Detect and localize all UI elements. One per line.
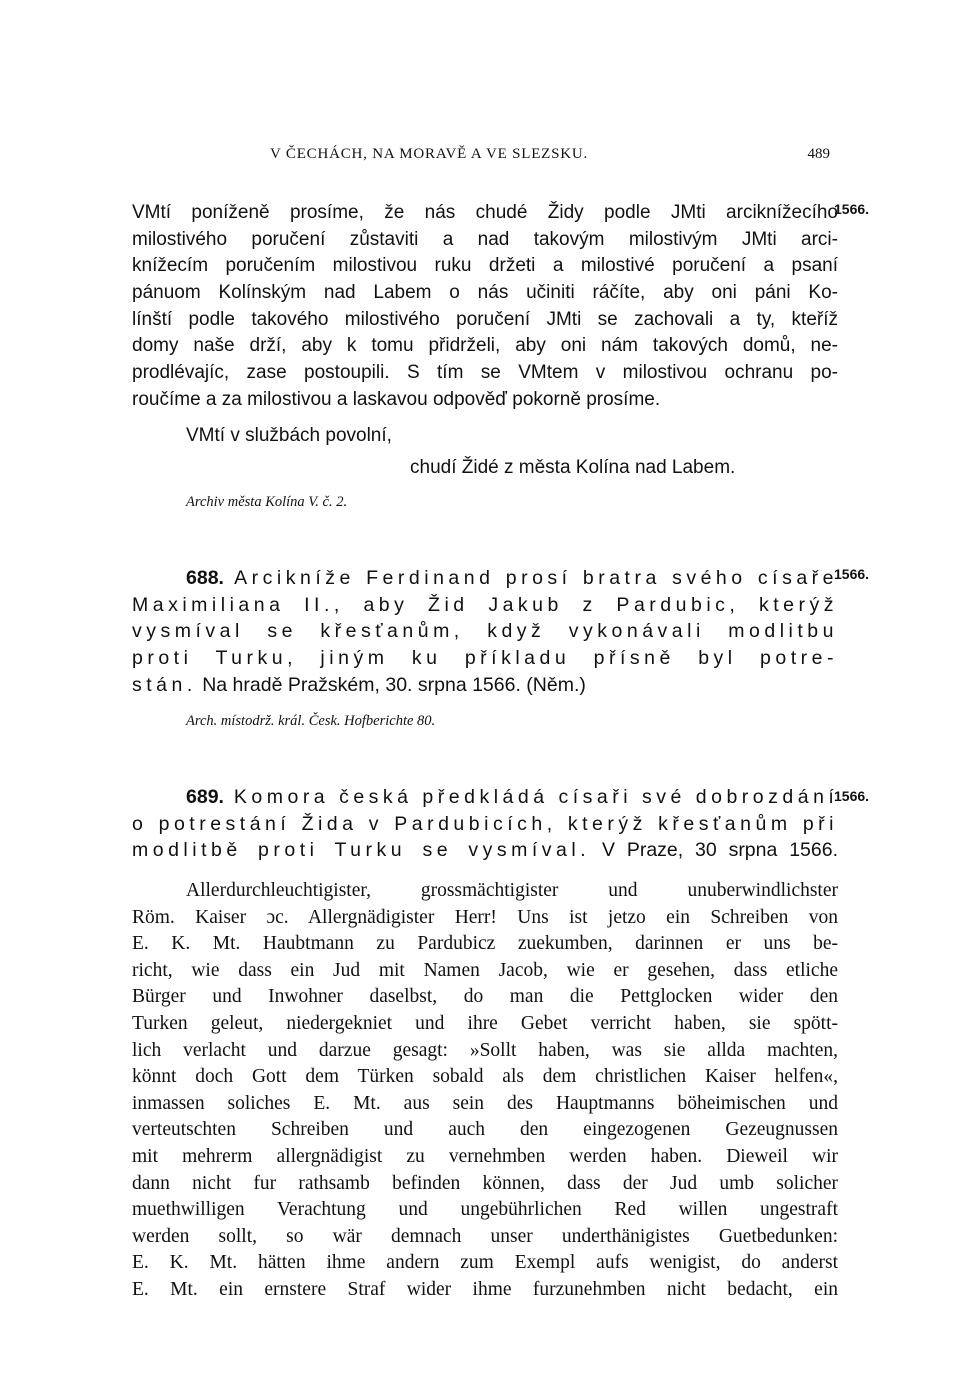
page-number: 489 <box>807 146 830 162</box>
text-line: könnt doch Gott dem Türken sobald als dem christlichen Kaiser helfen«, <box>132 1066 838 1088</box>
letter-closing: VMtí v službách povolní, <box>186 425 392 446</box>
text-line: pánuom Kolínským nad Labem o nás učiniti ráčíte, aby oni páni Ko- <box>132 282 838 304</box>
document-number: 689. <box>186 786 224 808</box>
text-line: lich verlacht und darzue gesagt: »Sollt haben, was sie allda machten, <box>132 1039 838 1061</box>
archive-citation: Arch. místodrž. král. Česk. Hofberichte 80. <box>186 713 436 729</box>
regest-text: Komora česká předkládá císaři své dobrozdání <box>233 786 838 808</box>
text-line: mit mehrerm allergnädigist zu vernehmben werden haben. Dieweil wir <box>132 1145 838 1167</box>
archive-citation: Archiv města Kolína V. č. 2. <box>186 494 348 510</box>
text-line: E. K. Mt. hätten ihme andern zum Exempl aufs wenigist, do anderst <box>132 1252 838 1274</box>
regest-line: o potrestání Žida v Pardubicích, kterýž křesťanům při <box>132 812 838 835</box>
regest-689 <box>132 784 838 864</box>
regest-line <box>132 565 838 592</box>
regest-text: Na hradě Pražském, 30. srpna 1566. (Něm.) <box>202 673 586 696</box>
page-header <box>130 146 830 170</box>
margin-date-2: 1566. <box>834 566 870 582</box>
regest-text: stán. <box>132 673 197 696</box>
german-letter-body <box>132 878 838 1304</box>
text-line: E. K. Mt. Haubtmann zu Pardubicz zuekumben, darinnen er uns be- <box>132 933 838 955</box>
text-line: inmassen soliches E. Mt. aus sein des Hauptmanns böheimischen und <box>132 1092 838 1114</box>
text-line: muethwilligen Verachtung und ungebührlichen Red willen ungestraft <box>132 1199 838 1221</box>
regest-line <box>132 837 838 864</box>
text-line: VMtí poníženě prosíme, že nás chudé Židy podle JMti arciknížecího <box>132 202 838 223</box>
text-line: domy naše drží, aby k tomu přidrželi, aby oni nám takových domů, ne- <box>132 335 838 357</box>
text-line: dann nicht fur rathsamb befinden können, dass der Jud umb solicher <box>132 1172 838 1194</box>
regest-text: Arcikníže Ferdinand prosí bratra svého císaře <box>234 567 838 589</box>
text-line: prodlévajíc, zase postoupili. S tím se VMtem v milostivou ochranu po- <box>132 362 838 384</box>
letter-signature: chudí Židé z města Kolína nad Labem. <box>410 457 736 478</box>
text-line: Bürger und Inwohner daselbst, do man die Pettglocken wider den <box>132 986 838 1008</box>
text-line: Allerdurchleuchtigister, grossmächtigister und unuberwindlichster <box>186 880 838 901</box>
text-line: verteutschten Schreiben und auch den eingezogenen Gezeugnussen <box>132 1119 838 1141</box>
text-line: Turken geleut, niedergekniet und ihre Gebet verricht haben, sie spött- <box>132 1012 838 1034</box>
regest-line <box>132 672 838 699</box>
regest-line <box>132 784 838 811</box>
regest-text: V Praze, 30 srpna 1566. <box>601 839 838 862</box>
regest-688 <box>132 565 838 698</box>
text-line: knížecím poručením milostivou ruku držeti a milostivé poručení a psaní <box>132 255 838 277</box>
text-line: E. Mt. ein ernstere Straf wider ihme furzunehmben nicht bedacht, ein <box>132 1278 838 1300</box>
text-line: Röm. Kaiser ɔc. Allergnädigister Herr! Uns ist jetzo ein Schreiben von <box>132 906 838 928</box>
regest-line: vysmíval se křesťanům, když vykonávali modlitbu <box>132 620 838 643</box>
document-number: 688. <box>186 567 224 589</box>
regest-line: proti Turku, jiným ku příkladu přísně byl potre- <box>132 647 838 670</box>
text-line: werden sollt, so wär demnach unser underthänigistes Guetbedunken: <box>132 1225 838 1247</box>
regest-line: Maximiliana II., aby Žid Jakub z Pardubic, kterýž <box>132 593 838 616</box>
margin-date-3: 1566. <box>834 788 870 804</box>
regest-text: modlitbě proti Turku se vysmíval. <box>132 839 591 862</box>
letter-body <box>132 200 838 414</box>
text-line: milostivého poručení zůstaviti a nad takovým milostivým JMti arci- <box>132 228 838 250</box>
text-line: línští podle takového milostivého poručení JMti se zachovali a ty, kteříž <box>132 308 838 330</box>
running-head: V ČECHÁCH, NA MORAVĚ A VE SLEZSKU. <box>270 146 589 162</box>
text-line: roučíme a za milostivou a laskavou odpověď pokorně prosíme. <box>132 388 661 410</box>
text-line: richt, wie dass ein Jud mit Namen Jacob, wie er gesehen, dass etliche <box>132 959 838 981</box>
margin-date-1: 1566. <box>834 201 870 217</box>
